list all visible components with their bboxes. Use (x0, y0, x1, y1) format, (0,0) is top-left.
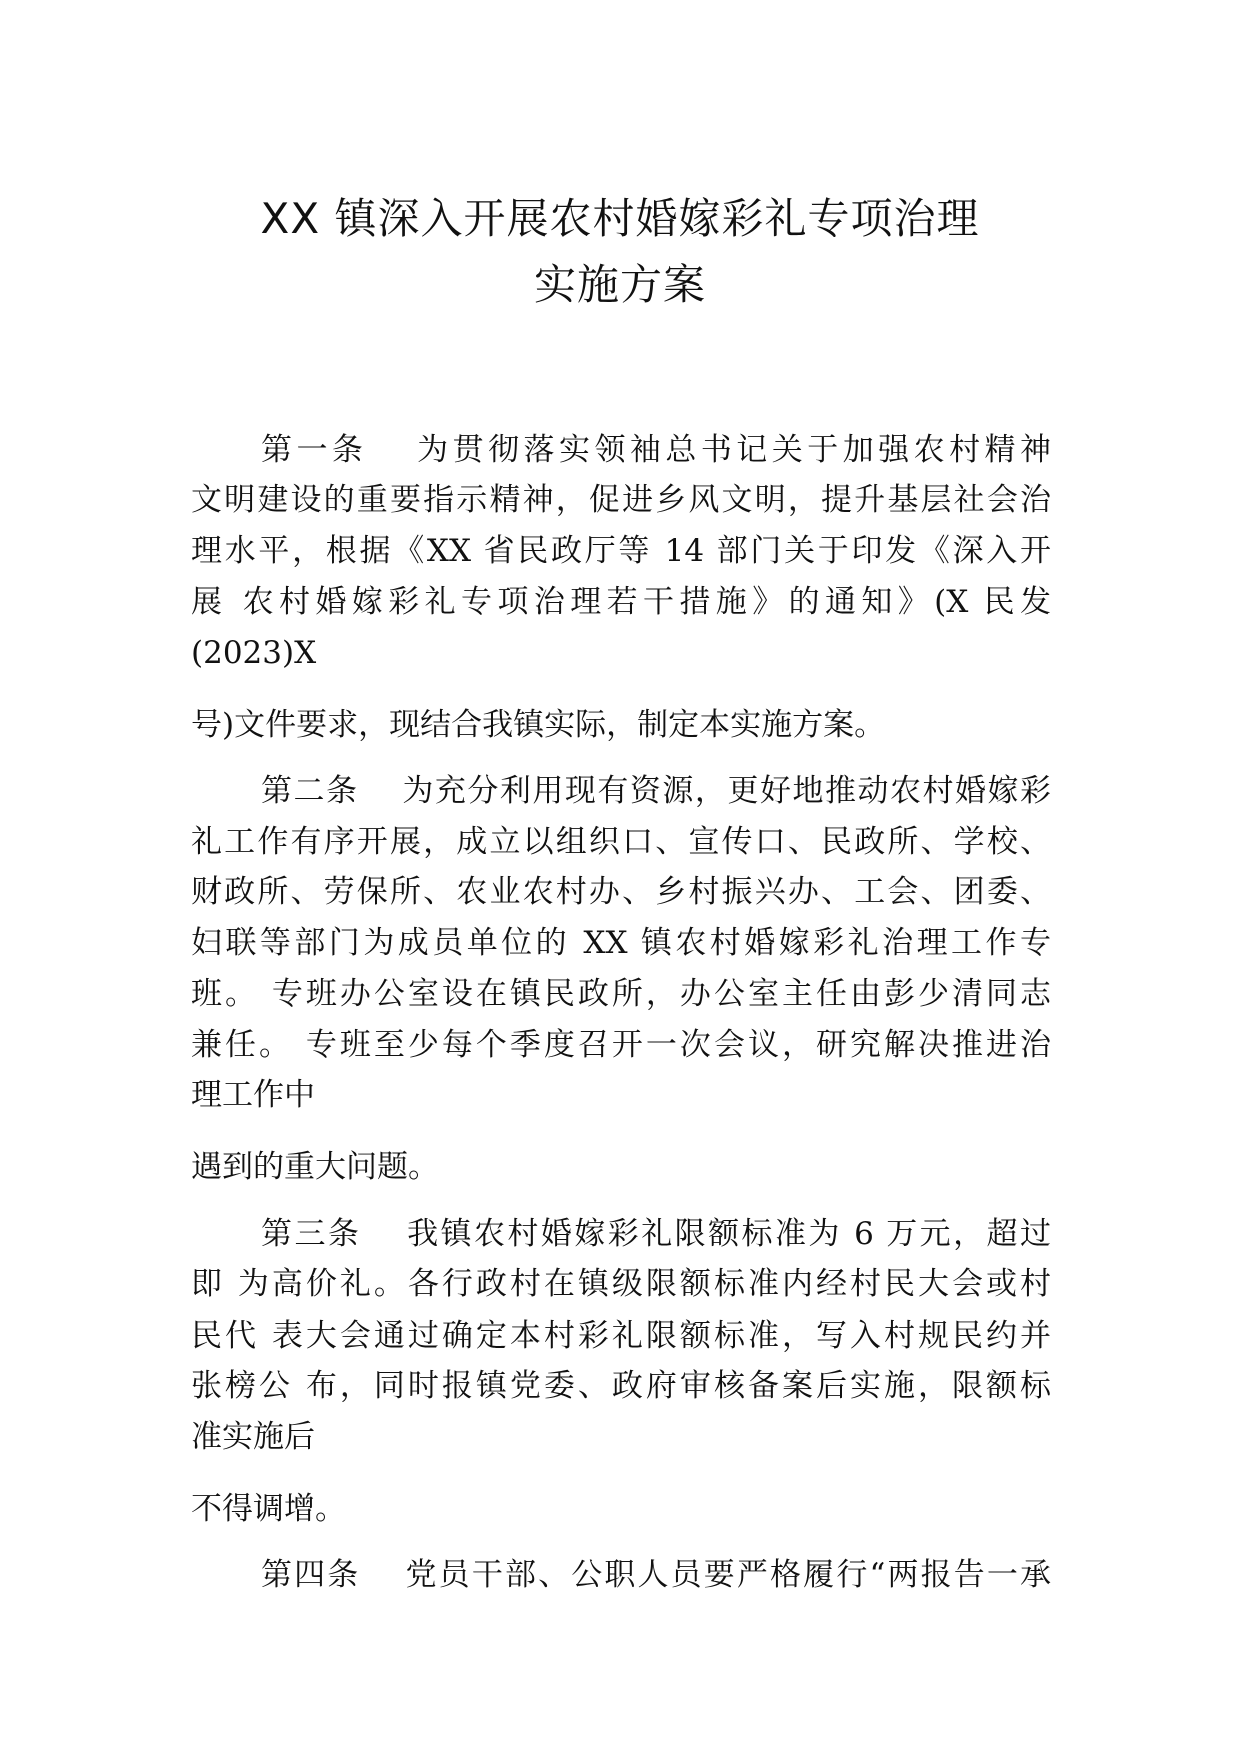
article-3-line-2: 即 为高价礼。各行政村在镇级限额标准内经村民大会或村 (191, 1266, 1051, 1302)
article-2-line-2: 礼工作有序开展，成立以组织口、宣传口、民政所、学校、 (191, 824, 1051, 860)
article-1-line-5: (2023)X (191, 635, 317, 671)
article-1-line-3: 理水平，根据《XX 省民政厅等 14 部门关于印发《深入开 (191, 533, 1051, 569)
document-title-line-2: 实施方案 (533, 260, 706, 309)
article-3-line-3: 民代 表大会通过确定本村彩礼限额标准，写入村规民约并 (191, 1318, 1051, 1354)
article-3-line-1: 第三条 我镇农村婚嫁彩礼限额标准为 6 万元，超过 (261, 1216, 1051, 1252)
article-2-line-3: 财政所、劳保所、农业农村办、乡村振兴办、工会、团委、 (191, 874, 1051, 910)
article-3-line-5: 准实施后 (191, 1419, 315, 1455)
article-4-line-1: 第四条 党员干部、公职人员要严格履行“两报告一承 (261, 1557, 1051, 1593)
article-1-line-1: 第一条 为贯彻落实领袖总书记关于加强农村精神 (261, 432, 1051, 468)
article-2-line-1: 第二条 为充分利用现有资源，更好地推动农村婚嫁彩 (261, 773, 1051, 809)
article-3-line-4: 张榜公 布，同时报镇党委、政府审核备案后实施，限额标 (191, 1368, 1051, 1404)
article-2-line-8: 遇到的重大问题。 (191, 1149, 439, 1185)
article-1-line-2: 文明建设的重要指示精神，促进乡风文明，提升基层社会治 (191, 482, 1051, 518)
article-1-line-4: 展 农村婚嫁彩礼专项治理若干措施》的通知》(X 民发 (191, 584, 1051, 620)
article-2-line-7: 理工作中 (191, 1077, 315, 1113)
article-2-line-4: 妇联等部门为成员单位的 XX 镇农村婚嫁彩礼治理工作专 (191, 925, 1051, 961)
article-1-line-6: 号)文件要求，现结合我镇实际，制定本实施方案。 (191, 707, 886, 743)
article-2-line-6: 兼任。 专班至少每个季度召开一次会议，研究解决推进治 (191, 1027, 1051, 1063)
article-2-line-5: 班。 专班办公室设在镇民政所，办公室主任由彭少清同志 (191, 976, 1051, 1012)
article-3-line-6: 不得调增。 (191, 1491, 346, 1527)
document-title-line-1: XX 镇深入开展农村婚嫁彩礼专项治理 (260, 194, 980, 243)
